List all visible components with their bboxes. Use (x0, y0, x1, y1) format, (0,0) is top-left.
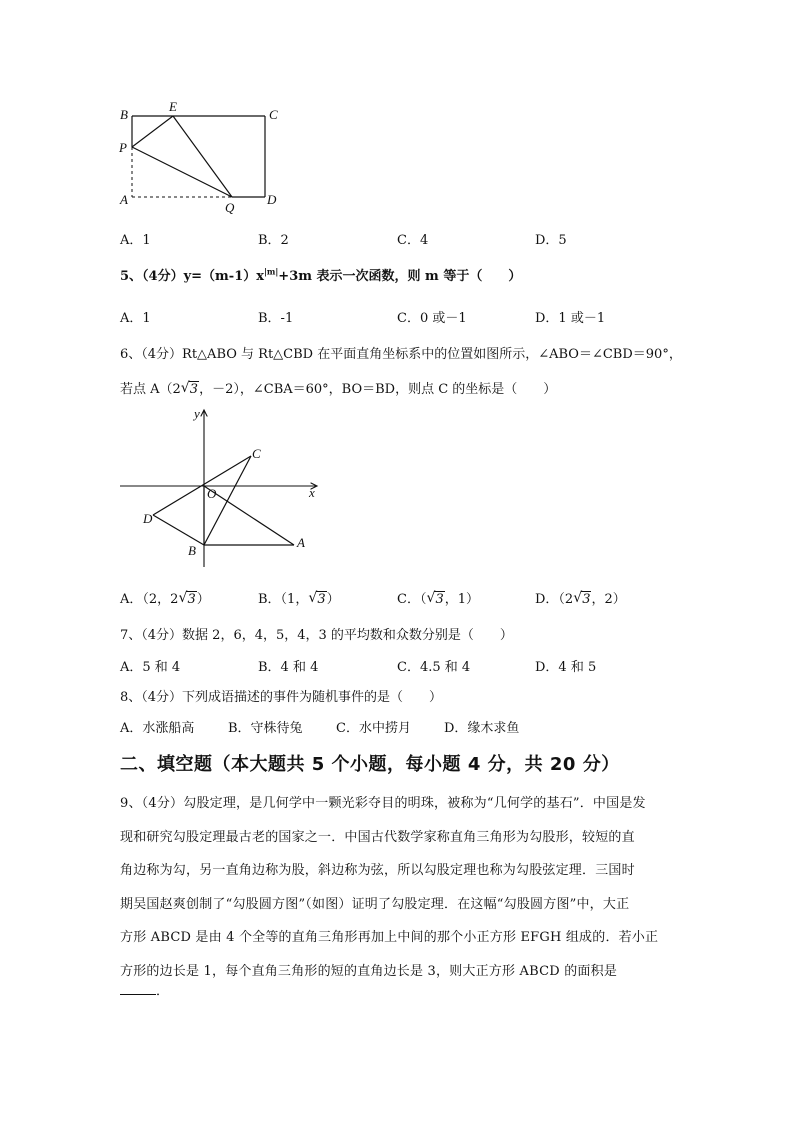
q4-option-b: B．2 (258, 233, 289, 248)
q6-line1-text: Rt△ABO 与 Rt△CBD 在平面直角坐标系中的位置如图所示，∠ABO＝∠CBD＝90°， (182, 347, 682, 362)
q6-label-b: B (188, 543, 196, 558)
q6-option-d-pre: D．（2 (535, 592, 574, 607)
q7-option-c: C．4.5 和 4 (397, 660, 471, 675)
q5-stem-pre: y=（m-1）x (183, 269, 264, 284)
q9-line4: 期吴国赵爽创制了“勾股圆方图”（如图）证明了勾股定理．在这幅“勾股圆方图”中，大正 (120, 897, 630, 912)
q7-stem: 7、（4分）数据 2，6，4，5，4，3 的平均数和众数分别是（ ） (120, 628, 513, 643)
q6-option-d-radicand: 3 (582, 592, 591, 607)
q9-line2: 现和研究勾股定理最古老的国家之一．中国古代数学家称直角三角形为勾股形，较短的直 (120, 830, 635, 845)
q4-label-d: D (267, 192, 277, 207)
q6-label-o: O (207, 486, 217, 501)
q9-line6: 方形的边长是 1，每个直角三角形的短的直角边长是 3，则大正方形 ABCD 的面积是 (120, 964, 618, 979)
q8-option-d: D．缘木求鱼 (444, 721, 520, 736)
q4-label-q: Q (225, 200, 235, 215)
q6-line2 (120, 378, 556, 397)
q4-label-p: P (119, 140, 127, 155)
q6-option-a-sqrt (178, 592, 196, 607)
q5-stem (120, 265, 521, 284)
q7-option-a: A．5 和 4 (120, 660, 181, 675)
q9-line7 (120, 980, 169, 999)
q6-line-bd (153, 515, 204, 545)
q5-exponent: |m| (264, 266, 279, 277)
q8-option-c: C．水中捞月 (336, 721, 411, 736)
sqrt-icon: √ (308, 590, 318, 606)
sqrt-icon: √ (573, 590, 583, 606)
q4-figure (110, 96, 290, 216)
q6-label-x: x (309, 485, 315, 500)
q4-option-a: A．1 (120, 233, 151, 248)
q4-label-c: C (269, 107, 278, 122)
q6-option-b-post: ） (326, 592, 340, 607)
q6-line2-pre: 若点 A（2 (120, 382, 181, 397)
q6-option-b-radicand: 3 (317, 592, 326, 607)
q6-option-b (258, 588, 340, 607)
q6-line2-sqrt (181, 382, 199, 397)
q9-line7-end: ． (156, 984, 170, 999)
q6-line2-post: ，－2），∠CBA＝60°，BO＝BD，则点 C 的坐标是（ ） (199, 382, 557, 397)
q6-line-oa (204, 486, 294, 545)
q6-option-a (120, 588, 210, 607)
q4-line-eq (173, 116, 232, 197)
q9-answer-blank[interactable] (120, 982, 156, 995)
q6-option-d-post: ，2） (591, 592, 626, 607)
sqrt-icon: √ (178, 590, 188, 606)
q4-label-e: E (169, 99, 177, 114)
q5-option-a: A．1 (120, 311, 151, 326)
q9-line3: 角边称为勾，另一直角边称为股，斜边称为弦，所以勾股定理也称为勾股弦定理．三国时 (120, 863, 635, 878)
q5-stem-post: +3m 表示一次函数，则 m 等于（ ） (278, 269, 522, 284)
q6-option-b-pre: B．（1， (258, 592, 309, 607)
q5-option-b: B．-1 (258, 311, 294, 326)
q8-stem: 8、（4分）下列成语描述的事件为随机事件的是（ ） (120, 690, 443, 705)
q6-option-c-sqrt (426, 592, 444, 607)
q6-option-a-pre: A．（2，2 (120, 592, 179, 607)
q4-line-pq (132, 147, 232, 197)
q6-line1 (120, 343, 682, 362)
q9-line5: 方形 ABCD 是由 4 个全等的直角三角形再加上中间的那个小正方形 EFGH 组成的．若小正 (120, 930, 659, 945)
q6-option-c-radicand: 3 (435, 592, 444, 607)
q6-option-c-post: ，1） (444, 592, 480, 607)
q6-label-d: D (143, 511, 153, 526)
q5-number: 5、（4分） (120, 269, 184, 284)
q6-figure (115, 405, 325, 570)
sqrt-icon: √ (426, 590, 436, 606)
q6-option-b-sqrt (308, 592, 326, 607)
sqrt-icon: √ (180, 380, 190, 396)
q6-label-a: A (297, 535, 305, 550)
q4-option-c: C．4 (397, 233, 429, 248)
q5-option-d: D．1 或－1 (535, 311, 606, 326)
q6-option-a-radicand: 3 (187, 592, 196, 607)
q4-label-a: A (120, 192, 128, 207)
q6-option-a-post: ） (196, 592, 210, 607)
q6-number: 6、（4分） (120, 347, 183, 362)
q9-line1: 9、（4分）勾股定理，是几何学中一颗光彩夺目的明珠，被称为“几何学的基石”．中国是发 (120, 796, 646, 811)
q8-option-a: A．水涨船高 (120, 721, 195, 736)
q6-line2-radicand: 3 (189, 382, 199, 397)
q8-option-b: B．守株待兔 (228, 721, 303, 736)
q4-line-pe (132, 116, 173, 147)
q6-option-c-pre: C．（ (397, 592, 427, 607)
q6-label-c: C (252, 446, 261, 461)
q6-option-c (397, 588, 479, 607)
q5-option-c: C．0 或－1 (397, 311, 467, 326)
q4-option-d: D．5 (535, 233, 567, 248)
q6-option-d-sqrt (573, 592, 591, 607)
section-2-title: 二、填空题（本大题共 5 个小题，每小题 4 分，共 20 分） (120, 754, 620, 775)
q6-option-d (535, 588, 626, 607)
q7-option-d: D．4 和 5 (535, 660, 597, 675)
q7-option-b: B．4 和 4 (258, 660, 319, 675)
q6-label-y: y (194, 406, 200, 421)
q4-label-b: B (120, 107, 128, 122)
